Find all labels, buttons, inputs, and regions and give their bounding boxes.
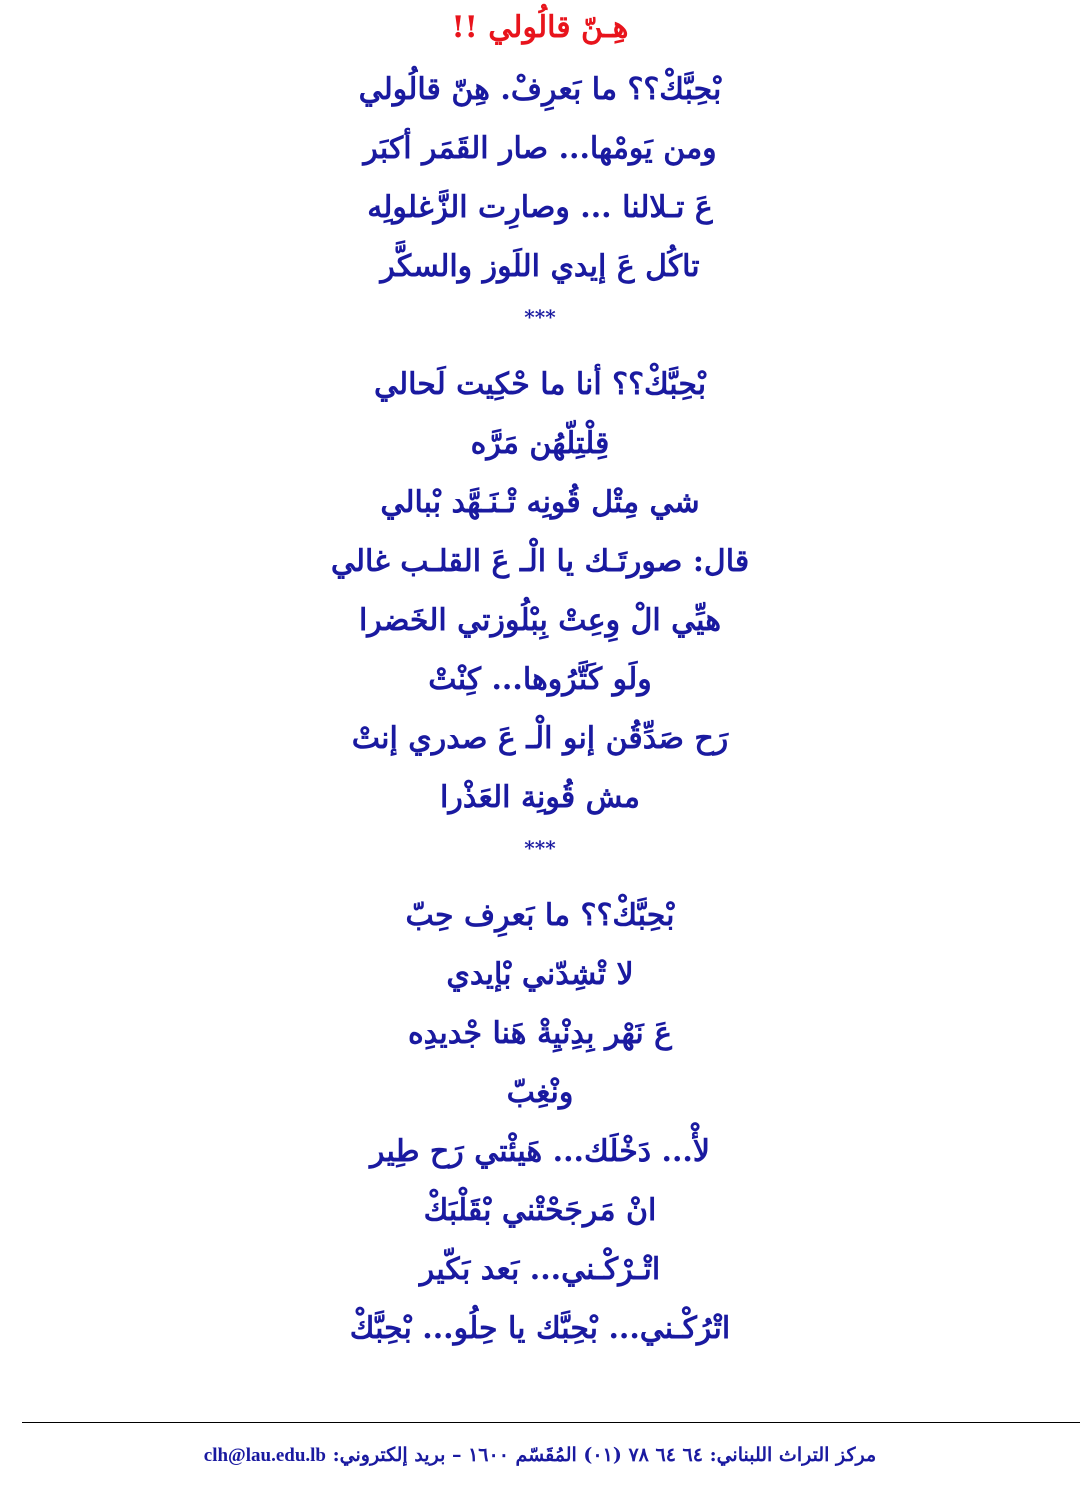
poem-line: عَ نَهْر بِدِنْيِةْ هَنا جْديدِه bbox=[407, 1016, 673, 1051]
poem-line: لا تْشِدّني بْإيدي bbox=[446, 957, 634, 992]
footer-email-link[interactable]: clh@lau.edu.lb bbox=[203, 1445, 326, 1466]
poem-line: عَ تـلالنا ... وصارِت الزَّغلولِه bbox=[367, 190, 713, 225]
poem-line: قِلْتِلّهُن مَرَّه bbox=[470, 426, 610, 461]
poem-body bbox=[0, 66, 1080, 1364]
poem-line: انْ مَرجَحْتْني بْقَلْبَكْ bbox=[423, 1193, 657, 1228]
poem-line: اتْرُكْـني... بْحِبَّك يا حِلُو... بْحِبَّكْ bbox=[349, 1311, 731, 1346]
poem-line: بْحِبَّكْ؟؟ ما بَعرِف حِبّ bbox=[405, 898, 675, 933]
poem-line: ونْغِبّ bbox=[506, 1075, 574, 1110]
footer bbox=[0, 1440, 1080, 1471]
poem-line: اتْـرْكْـني... بَعد بَكّير bbox=[419, 1252, 661, 1287]
poem-line: هيِّي الْ وِعِتْ بِبْلُوزتي الخَضرا bbox=[358, 603, 722, 638]
stanza-separator: *** bbox=[524, 305, 556, 329]
poem-title: هِـنّ قالُولي !! bbox=[451, 10, 629, 45]
poem-line: بْحِبَّكْ؟؟ ما بَعرِفْ. هِنّ قالُولي bbox=[358, 72, 722, 107]
poem-line: شي مِتْل قُونِه تْـنَـهَّد بْبالي bbox=[380, 485, 700, 520]
footer-contact-text: مركز التراث اللبناني: ٦٤ ٦٤ ٧٨ (٠١) المُقَسّم ١٦٠٠ – بريد إلكتروني: bbox=[332, 1444, 877, 1466]
stanza-separator: *** bbox=[524, 836, 556, 860]
footer-divider bbox=[22, 1422, 1080, 1423]
poem-line: لأْ... دَخْلَك... هَيئْتي رَح طِير bbox=[370, 1134, 710, 1169]
poem-line: بْحِبَّكْ؟؟ أنا ما حْكِيت لَحالي bbox=[373, 367, 707, 402]
poem-line: ومن يَومْها... صار القَمَر أكبَر bbox=[363, 131, 717, 166]
poem-line: مش قُونِة العَذْرا bbox=[440, 780, 640, 815]
poem-line: تاكُل عَ إيدي اللَوز والسكَّر bbox=[380, 249, 700, 284]
poem-line: قال: صورتَـك يا الْـ عَ القلـب غالي bbox=[330, 544, 750, 579]
poem-line: رَح صَدِّقُن إنو الْـ عَ صدري إنتْ bbox=[351, 721, 729, 756]
poem-line: ولَو كَتَّرُوها... كِنْتْ bbox=[428, 662, 652, 697]
